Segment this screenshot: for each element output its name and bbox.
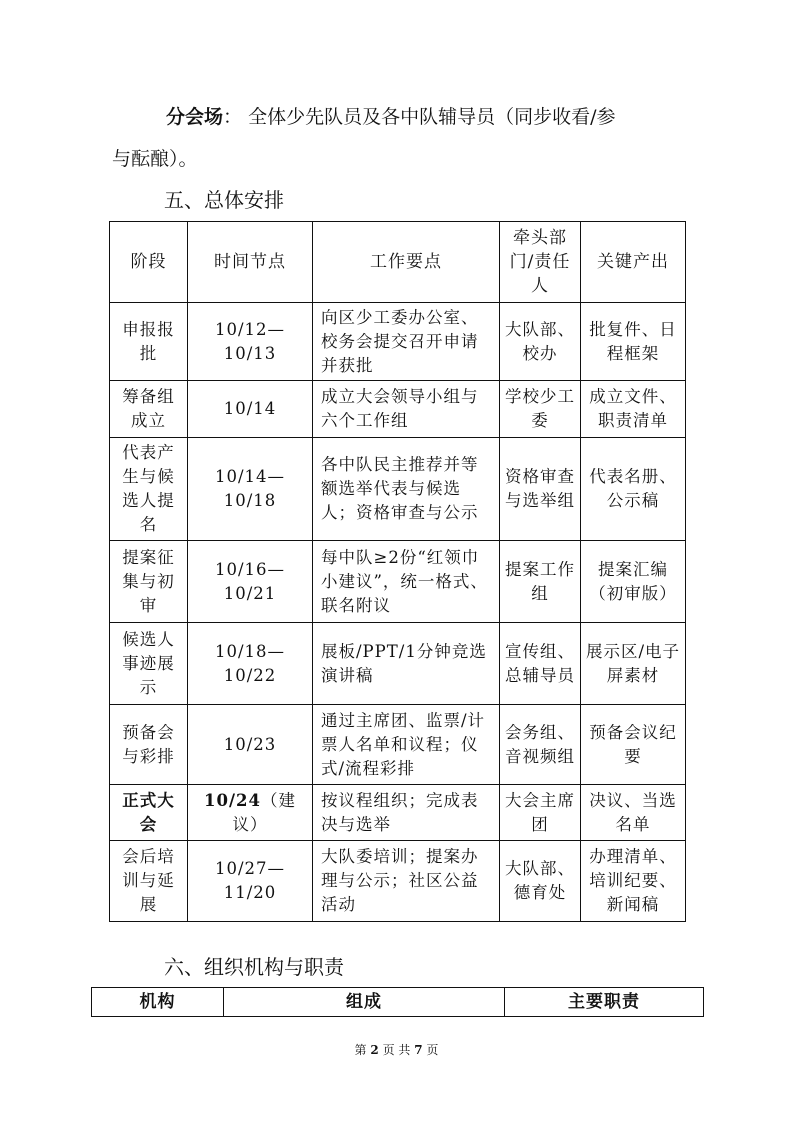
cell-owner: 大队部、德育处 bbox=[500, 841, 581, 922]
cell-time bbox=[188, 785, 313, 841]
header-points: 工作要点 bbox=[313, 222, 500, 303]
footer-page-number: 2 bbox=[370, 1043, 379, 1057]
cell-output: 提案汇编（初审版） bbox=[581, 541, 686, 623]
cell-owner: 大会主席团 bbox=[500, 785, 581, 841]
cell-output: 决议、当选名单 bbox=[581, 785, 686, 841]
schedule-table bbox=[109, 221, 686, 922]
cell-points: 成立大会领导小组与六个工作组 bbox=[313, 381, 500, 438]
organization-table bbox=[91, 987, 704, 1017]
cell-stage: 申报报批 bbox=[110, 303, 188, 381]
cell-time: 10/14—10/18 bbox=[188, 438, 313, 541]
cell-time-value: 10/24 bbox=[204, 790, 261, 810]
intro-separator: ： bbox=[223, 106, 243, 128]
table-row bbox=[110, 785, 686, 841]
header-stage: 阶段 bbox=[110, 222, 188, 303]
section6-title: 六、组织机构与职责 bbox=[164, 955, 344, 979]
cell-stage: 代表产生与候选人提名 bbox=[110, 438, 188, 541]
header-duties: 主要职责 bbox=[505, 988, 704, 1017]
cell-points: 各中队民主推荐并等额选举代表与候选人；资格审查与公示 bbox=[313, 438, 500, 541]
cell-points: 按议程组织；完成表决与选举 bbox=[313, 785, 500, 841]
table-row bbox=[110, 623, 686, 705]
header-org: 机构 bbox=[92, 988, 224, 1017]
cell-owner: 提案工作组 bbox=[500, 541, 581, 623]
cell-time: 10/16—10/21 bbox=[188, 541, 313, 623]
cell-stage: 正式大会 bbox=[110, 785, 188, 841]
cell-time: 10/18—10/22 bbox=[188, 623, 313, 705]
intro-text-2: 与酝酿）。 bbox=[112, 148, 198, 170]
footer-suffix: 页 bbox=[426, 1043, 439, 1057]
cell-points: 展板/PPT/1分钟竞选演讲稿 bbox=[313, 623, 500, 705]
cell-points: 大队委培训；提案办理与公示；社区公益活动 bbox=[313, 841, 500, 922]
table-row bbox=[110, 841, 686, 922]
organization-header-row bbox=[92, 988, 704, 1017]
cell-points: 通过主席团、监票/计票人名单和议程；仪式/流程彩排 bbox=[313, 705, 500, 785]
table-row bbox=[110, 438, 686, 541]
cell-output: 成立文件、职责清单 bbox=[581, 381, 686, 438]
schedule-header-row bbox=[110, 222, 686, 303]
intro-line-2 bbox=[112, 147, 198, 171]
cell-time: 10/14 bbox=[188, 381, 313, 438]
cell-stage: 会后培训与延展 bbox=[110, 841, 188, 922]
cell-output: 批复件、日程框架 bbox=[581, 303, 686, 381]
intro-label: 分会场 bbox=[166, 106, 224, 128]
cell-time: 10/12—10/13 bbox=[188, 303, 313, 381]
cell-stage: 筹备组成立 bbox=[110, 381, 188, 438]
cell-points: 每中队≥2份“红领巾小建议”，统一格式、联名附议 bbox=[313, 541, 500, 623]
table-row bbox=[110, 303, 686, 381]
header-output: 关键产出 bbox=[581, 222, 686, 303]
page-footer bbox=[0, 1042, 793, 1058]
cell-output: 预备会议纪要 bbox=[581, 705, 686, 785]
cell-owner: 学校少工委 bbox=[500, 381, 581, 438]
cell-time: 10/23 bbox=[188, 705, 313, 785]
table-row bbox=[110, 541, 686, 623]
cell-time: 10/27—11/20 bbox=[188, 841, 313, 922]
cell-stage: 提案征集与初审 bbox=[110, 541, 188, 623]
footer-middle: 页 共 bbox=[382, 1043, 411, 1057]
cell-owner: 大队部、校办 bbox=[500, 303, 581, 381]
header-time: 时间节点 bbox=[188, 222, 313, 303]
cell-owner: 资格审查与选举组 bbox=[500, 438, 581, 541]
cell-output: 办理清单、培训纪要、新闻稿 bbox=[581, 841, 686, 922]
cell-output: 代表名册、公示稿 bbox=[581, 438, 686, 541]
cell-stage: 候选人事迹展示 bbox=[110, 623, 188, 705]
table-row bbox=[110, 705, 686, 785]
footer-total-pages: 7 bbox=[414, 1043, 423, 1057]
intro-text-1: 全体少先队员及各中队辅导员（同步收看/参 bbox=[248, 106, 616, 128]
cell-time-note: （建议） bbox=[232, 790, 296, 834]
cell-output: 展示区/电子屏素材 bbox=[581, 623, 686, 705]
cell-owner: 会务组、音视频组 bbox=[500, 705, 581, 785]
cell-points: 向区少工委办公室、校务会提交召开申请并获批 bbox=[313, 303, 500, 381]
header-composition: 组成 bbox=[224, 988, 505, 1017]
header-owner: 牵头部门/责任人 bbox=[500, 222, 581, 303]
footer-prefix: 第 bbox=[354, 1043, 367, 1057]
cell-owner: 宣传组、总辅导员 bbox=[500, 623, 581, 705]
intro-line-1 bbox=[166, 105, 615, 129]
cell-stage: 预备会与彩排 bbox=[110, 705, 188, 785]
section5-title: 五、总体安排 bbox=[164, 188, 284, 212]
table-row bbox=[110, 381, 686, 438]
